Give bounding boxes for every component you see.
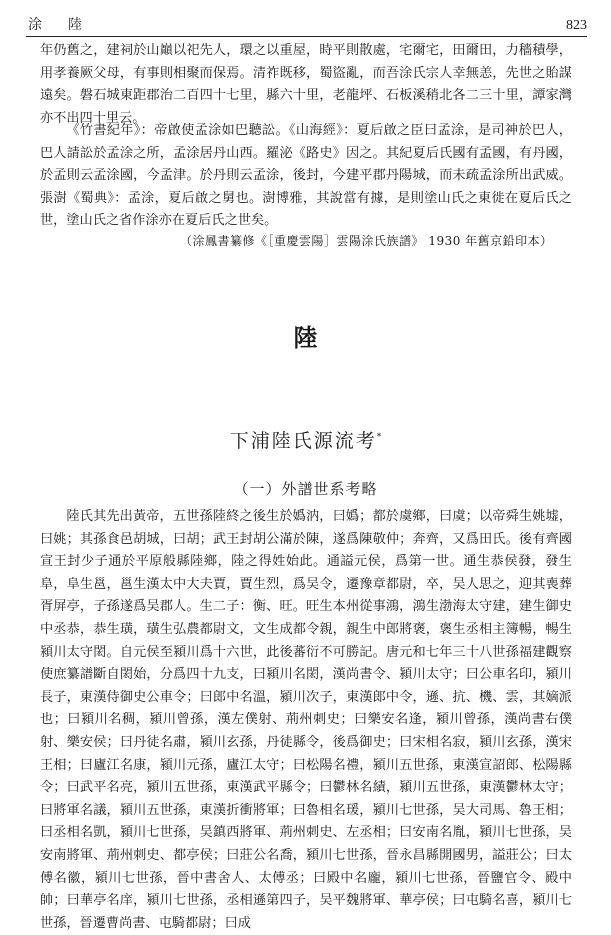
section-heading: （一）外譜世系考略 [233,480,378,498]
paragraph-sources [40,120,572,233]
surname-heading: 陸 [293,323,318,352]
page-number: 823 [566,18,587,33]
header-rule [26,36,587,37]
article-title-text: 下浦陸氏源流考 [229,430,377,452]
article-title [0,426,611,453]
paragraph-text: 陸氏其先出黃帝，五世孫陸終之後生於嬀汭，曰嬀；都於虞鄉，曰虞；以帝舜生姚墟，曰姚；其孫食邑胡城，曰胡；武王封胡公滿於陳，遂爲陳敬仲；奔齊，又爲田氏。後有齊國宣王封少子通於平原般縣陸鄉，陸之得姓始此。通謚元侯，爲第一世。通生恭侯發，發生阜，阜生邕，邕生漢太中大夫賈，賈生烈，爲吴令，遷豫章都尉，卒，吴人思之，迎其喪葬胥屏亭，子孫遂爲吴郡人。生二子：衡、旺。旺生本州從事鴻，鴻生渤海太守建，建生御史中丞恭，恭生璜，璜生弘農都尉文，文生成都令親，親生中郎將褒，褒生丞相主簿暢，暢生潁川太守閎。自元侯至潁川爲十六世，此後蕃衍不可勝記。唐元和七年三十八世孫福建觀察使庶纂譜斷自閎始，分爲四十九支，曰潁川名閎，漢尚書令、潁川太守；曰公車名印，潁川長子，東漢侍御史公車令；曰郎中名溫，潁川次子，東漢郎中令，遜、抗、機、雲，其嫡派也；曰潁川名稠，潁川曾孫，漢左僕射、荊州刺史；曰樂安名逢，潁川曾孫，漢尚書右僕射、樂安侯；曰丹徒名肅，潁川玄孫，丹徒縣令，後爲御史；曰宋相名寂，潁川玄孫，漢宋王相；曰廬江名康，潁川元孫，廬江太守；曰松陽名禮，潁川五世孫，東漢宣詔郎、松陽縣令；曰武平名亮，潁川五世孫，東漢武平縣令；曰鬱林名績，潁川五世孫，東漢鬱林太守；曰將軍名議，潁川五世孫，東漢折衝將軍；曰魯相名瑗，潁川七世孫，吴大司馬、魯王相；曰丞相名凱，潁川七世孫，吴鎮西將軍、荊州刺史、左丞相；曰安南名胤，潁川七世孫，吴安南將軍、荊州刺史、都亭侯；曰莊公名喬，潁川七世孫，晉永昌縣開國男，謚莊公；曰太傅名徽，潁川七世孫，晉中書舍人、太傅丞；曰殿中名龐，潁川七世孫，晉鹽官令、殿中帥；曰華亭名庠，潁川七世孫，丞相遜第四子，吴平魏將軍、華亭侯；曰屯騎名喜，潁川七世孫，晉遷曹尚書、屯騎都尉；曰成 [40,509,572,931]
paragraph-text: 年仍舊之，建祠於山巔以祀先人，環之以重屋，時平則散處，宅爾宅，田爾田，力穡積學，用孝養厥父母，有事則相聚而保焉。清祚既移，蜀盜亂，而吾涂氏宗人幸無恙，先世之貽謀遠矣。磐石城東距郡治二百四十七里，縣六十里，老龍坪、石板溪稍北各二三十里，譚家灣亦不出四十里云。 [40,43,572,126]
source-citation: （涂鳳書纂修《［重慶雲陽］雲陽涂氏族譜》 1930 年舊京鉛印本） [180,234,553,248]
running-title: 涂 陸 [28,17,88,33]
footnote-marker: * [376,432,382,443]
paragraph-genealogy [40,506,572,935]
paragraph-text: 《竹書紀年》：帝啟使孟涂如巴聽訟。《山海經》：夏后啟之臣曰孟涂，是司神於巴人，巴人請訟於孟涂之所，孟涂居丹山西。羅泌《路史》因之。其紀夏后氏國有孟國，有丹國，於孟則云孟涂國，今孟津。於丹則云孟涂，後封，今建平郡丹陽城，而未疏孟涂所出武威。張澍《蜀典》：孟涂，夏后啟之舅也。澍博雅，其說當有據，是則塗山氏之東徙在夏后氏之世，塗山氏之省作涂亦在夏后氏之世矣。 [40,123,572,229]
running-header [28,6,587,34]
paragraph-continuation [40,40,572,130]
